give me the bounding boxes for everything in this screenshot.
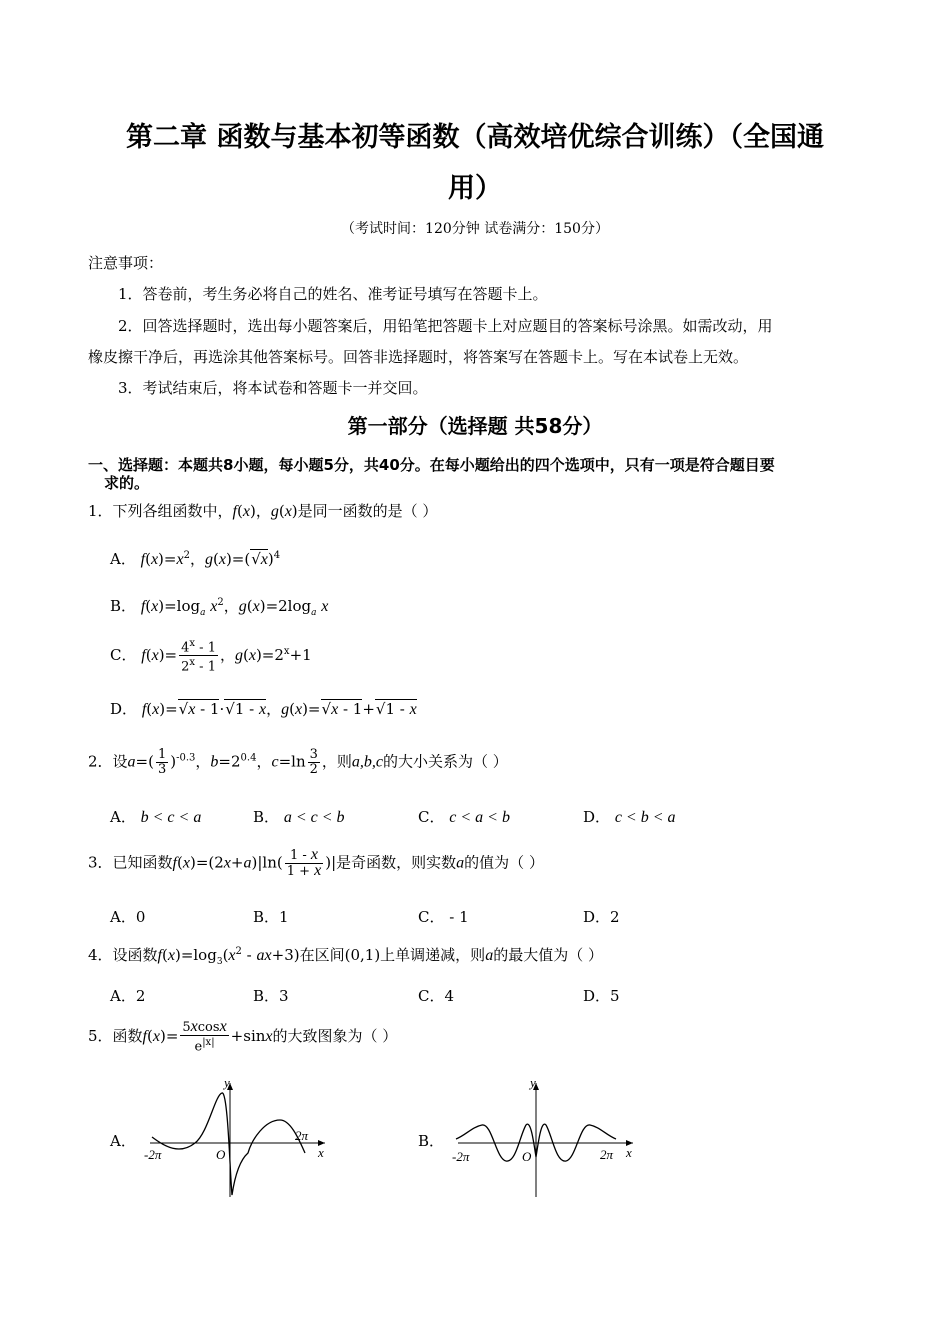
q2-option-d[interactable]: D． c < b < a	[583, 808, 676, 826]
q1-option-b[interactable]: B． $f(x)=\log_a$ $x^2$，$g(x)=2\log_a$ x	[110, 597, 329, 618]
q5-graph-b[interactable]	[448, 1075, 648, 1200]
q5-option-b-label[interactable]: B．	[418, 1132, 445, 1150]
notice-item-2-cont: 橡皮擦干净后，再选涂其他答案标号。回答非选择题时，将答案写在答题卡上。写在本试卷上无效。	[88, 348, 749, 366]
q2-option-a[interactable]: A． b < c < a	[110, 808, 202, 826]
question-4: 4．设函数$f(x)=\log_3(x^2 - ax+3)$在区间(0,1)上单调递减，则a的最大值为（ ）	[88, 946, 603, 967]
q1-option-d[interactable]: D． f(x)=√x - 1·√1 - x，g(x)=√x - 1+√1 - x	[110, 700, 417, 718]
q5-graph-b-y-label: y	[530, 1075, 536, 1090]
q4-option-a[interactable]: A．2	[110, 987, 146, 1005]
page-title-cont: 用）	[448, 173, 502, 204]
q5-graph-a-x-label: x	[318, 1145, 324, 1160]
section1-intro: 一、选择题：本题共8小题，每小题5分，共40分。在每小题给出的四个选项中，只有一项是符合题目要	[88, 456, 775, 474]
question-5: 5．函数f(x)= $\frac{5xcosx}{e^{|x|}}$ +sinx的大致图象为（ ）	[88, 1018, 398, 1055]
section1-intro-cont: 求的。	[104, 474, 150, 492]
q5-option-a-label[interactable]: A．	[110, 1132, 136, 1150]
notice-item-1: 1．答卷前，考生务必将自己的姓名、准考证号填写在答题卡上。	[118, 285, 548, 303]
notice-item-2: 2．回答选择题时，选出每小题答案后，用铅笔把答题卡上对应题目的答案标号涂黑。如需改动，用	[118, 317, 773, 335]
notice-heading: 注意事项：	[88, 254, 164, 272]
q3-option-b[interactable]: B．1	[253, 908, 289, 926]
question-1: 1．下列各组函数中，f(x)，g(x)是同一函数的是（ ）	[88, 502, 438, 520]
q2-option-c[interactable]: C． c < a < b	[418, 808, 510, 826]
q3-option-a[interactable]: A．0	[110, 908, 146, 926]
q5-graph-a-neg-label: -2π	[144, 1147, 162, 1162]
q1-option-a[interactable]: A． $f(x)=x^2$，$g(x)=(√x)^4$	[110, 550, 281, 568]
q4-option-d[interactable]: D．5	[583, 987, 620, 1005]
q4-option-b[interactable]: B．3	[253, 987, 289, 1005]
q4-option-c[interactable]: C．4	[418, 987, 455, 1005]
q5-graph-a-pos-label: 2π	[295, 1128, 309, 1143]
q5-graph-b-x-label: x	[626, 1145, 632, 1160]
page-title: 第二章 函数与基本初等函数（高效培优综合训练）（全国通	[126, 122, 824, 153]
part1-heading: 第一部分（选择题 共58分）	[347, 414, 603, 438]
q5-graph-b-origin: O	[522, 1149, 532, 1164]
q1-option-c[interactable]: C． f(x)= $\frac{4^x - 1}{2^x - 1}$ ，$g(x)=2^x+1$	[110, 638, 312, 675]
question-3: 3．已知函数f(x)=(2x+a)|ln( $\frac{1 - x}{1 + x}$ )|是奇函数，则实数a的值为（ ）	[88, 846, 544, 879]
exam-info: （考试时间：120分钟 试卷满分：150分）	[341, 221, 609, 237]
question-2: 2．设a=( $\frac{1}{3}$ )$^{-0.3}$，$b=2^{0.4}$，c=ln $\frac{3}{2}$ ，则a,b,c的大小关系为（ ）	[88, 747, 508, 777]
q3-option-d[interactable]: D．2	[583, 908, 620, 926]
q5-graph-a-y-label: y	[224, 1075, 230, 1090]
q2-option-b[interactable]: B． a < c < b	[253, 808, 345, 826]
q5-graph-a[interactable]	[140, 1075, 340, 1200]
q5-graph-b-pos-label: 2π	[600, 1147, 614, 1162]
notice-item-3: 3．考试结束后，将本试卷和答题卡一并交回。	[118, 379, 428, 397]
q3-option-c[interactable]: C． - 1	[418, 908, 469, 926]
q5-graph-b-neg-label: -2π	[452, 1149, 470, 1164]
q5-graph-a-origin: O	[216, 1147, 226, 1162]
